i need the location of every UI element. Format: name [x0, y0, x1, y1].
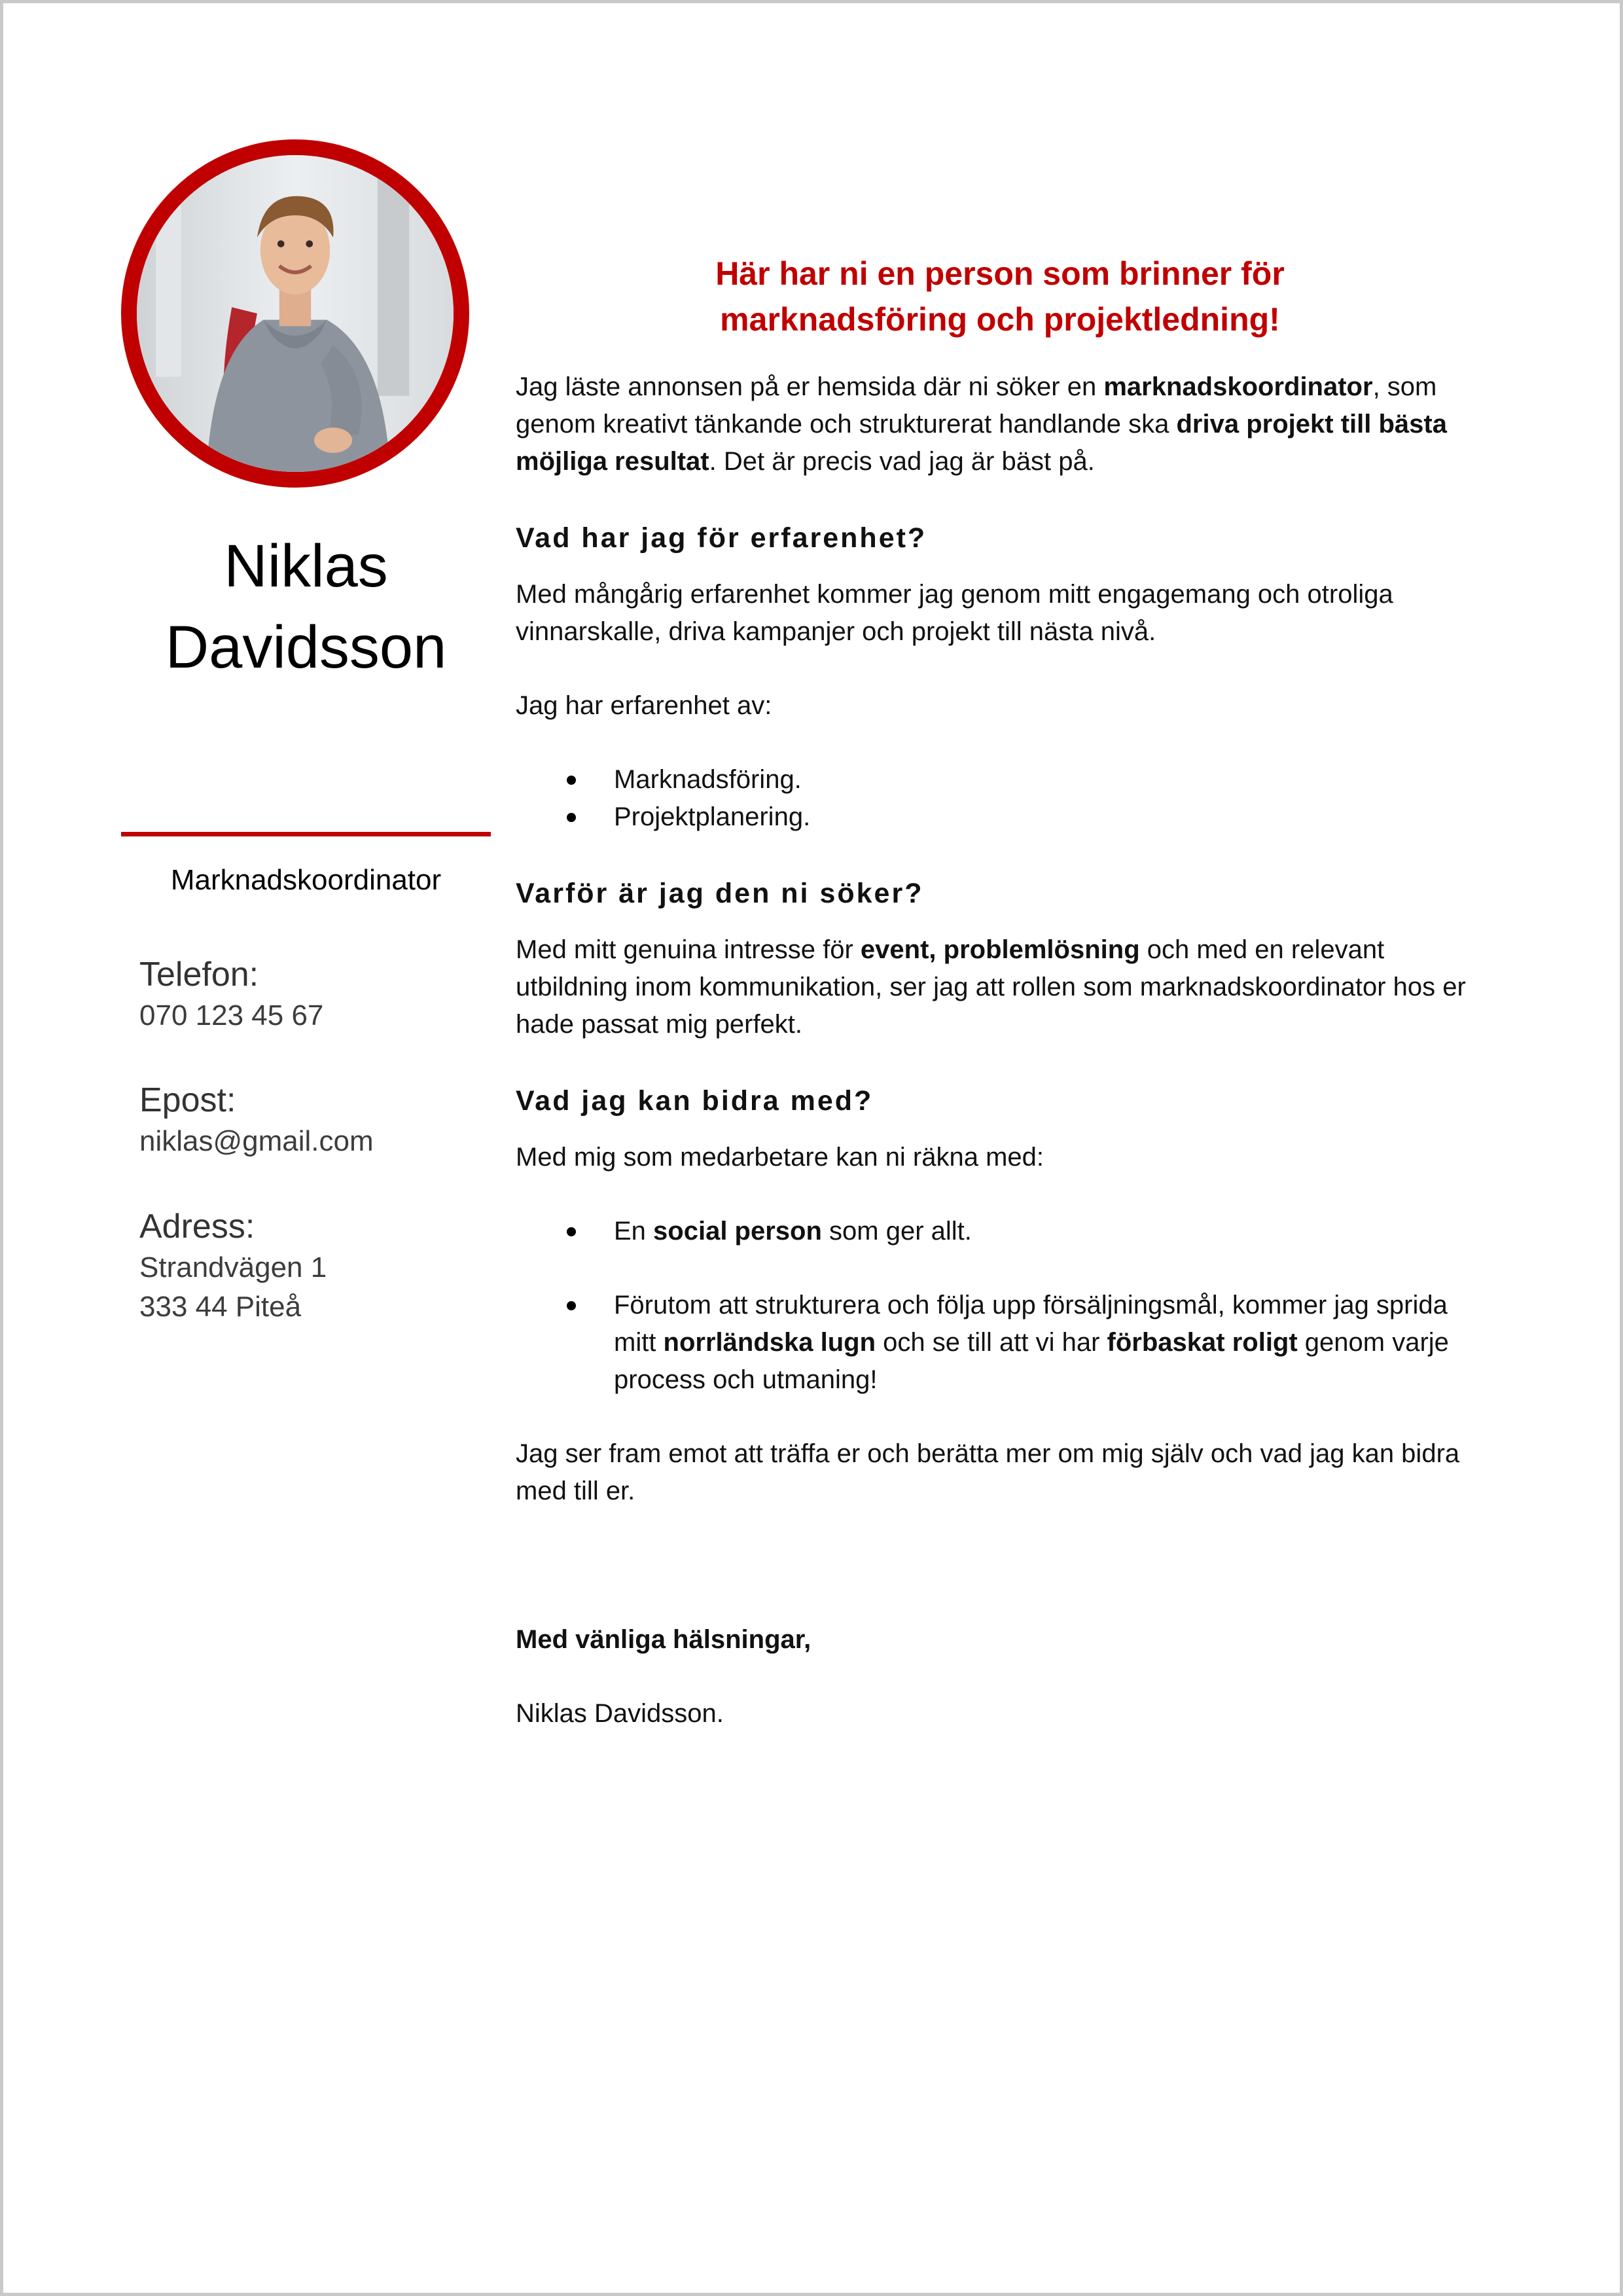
phone-label: Telefon:	[139, 956, 259, 994]
address-line-1: Strandvägen 1	[139, 1251, 327, 1283]
why-bold-1: event, problemlösning	[860, 935, 1140, 964]
greeting	[516, 1621, 1484, 1659]
bullet-icon	[567, 813, 576, 822]
intro-text-3: . Det är precis vad jag är bäst på.	[709, 447, 1095, 476]
phone-value: 070 123 45 67	[139, 999, 324, 1031]
list-text: Förutom att strukturera och följa upp försäljningsmål, kommer jag sprida mitt	[614, 1291, 1448, 1357]
list-bold: förbaskat roligt	[1107, 1328, 1298, 1357]
contribute-list-2	[516, 1287, 1484, 1399]
greeting-text: Med vänliga hälsningar,	[516, 1625, 812, 1654]
signature: Niklas Davidsson.	[516, 1699, 724, 1728]
candidate-name	[121, 526, 491, 688]
address-line-2: 333 44 Piteå	[139, 1291, 302, 1323]
headline	[516, 251, 1484, 342]
list-text: som ger allt.	[821, 1217, 972, 1246]
contact-email	[139, 1079, 493, 1161]
list-item	[516, 1287, 1484, 1399]
list-text: En	[614, 1217, 654, 1246]
list-item-text: Marknadsföring.	[614, 765, 802, 794]
list-text: genom varje process och utmaning!	[614, 1328, 1449, 1394]
email-label: Epost:	[139, 1081, 236, 1119]
contact-address	[139, 1205, 493, 1327]
profile-photo	[121, 139, 469, 488]
address-label: Adress:	[139, 1208, 255, 1246]
intro-paragraph	[516, 368, 1484, 480]
experience-paragraph: Med mångårig erfarenhet kommer jag genom mitt engagemang och otroliga vinnarskalle, driva kampanjer och projekt till nästa nivå.	[516, 580, 1393, 646]
headline-line-1: Här har ni en person som brinner för	[715, 255, 1285, 292]
intro-text-1: Jag läste annonsen på er hemsida där ni söker en	[516, 372, 1104, 401]
job-title: Marknadskoordinator	[170, 864, 442, 896]
intro-bold-2: driva projekt till bästa möjliga resultat	[516, 410, 1447, 476]
why-paragraph	[516, 931, 1484, 1043]
headline-line-2: marknadsföring och projektledning!	[720, 301, 1280, 338]
bullet-icon	[567, 1301, 576, 1310]
intro-bold-1: marknadskoordinator	[1103, 372, 1373, 401]
experience-list	[516, 761, 1484, 836]
list-bold: norrländska lugn	[663, 1328, 876, 1357]
why-text-2: och med en relevant utbildning inom kommunikation, ser jag att rollen som marknadskoordinator hos er hade passat mig perfekt.	[516, 935, 1466, 1039]
contribute-intro: Med mig som medarbetare kan ni räkna med:	[516, 1143, 1044, 1172]
list-text: och se till att vi har	[876, 1328, 1107, 1357]
heading-why: Varför är jag den ni söker?	[516, 878, 924, 909]
list-item	[516, 798, 1484, 836]
list-item	[516, 761, 1484, 798]
person-photo-icon	[137, 155, 454, 472]
contribute-list	[516, 1213, 1484, 1250]
name-first: Niklas	[224, 533, 388, 600]
bullet-icon	[567, 776, 576, 785]
list-bold: social person	[653, 1217, 822, 1246]
why-text-1: Med mitt genuina intresse för	[516, 935, 861, 964]
intro-text-2: , som genom kreativt tänkande och strukturerat handlande ska	[516, 372, 1437, 439]
list-item-text: Projektplanering.	[614, 802, 811, 831]
email-value: niklas@gmail.com	[139, 1125, 374, 1157]
experience-list-intro: Jag har erfarenhet av:	[516, 691, 772, 720]
bullet-icon	[567, 1227, 576, 1236]
heading-experience: Vad har jag för erfarenhet?	[516, 522, 927, 554]
contact-phone	[139, 953, 493, 1035]
list-item	[516, 1213, 1484, 1250]
closing-paragraph: Jag ser fram emot att träffa er och berätta mer om mig själv och vad jag kan bidra med till er.	[516, 1439, 1460, 1505]
name-divider	[121, 832, 491, 836]
heading-contribute: Vad jag kan bidra med?	[516, 1085, 874, 1117]
letter-body	[516, 251, 1484, 1732]
name-last: Davidsson	[165, 614, 447, 681]
